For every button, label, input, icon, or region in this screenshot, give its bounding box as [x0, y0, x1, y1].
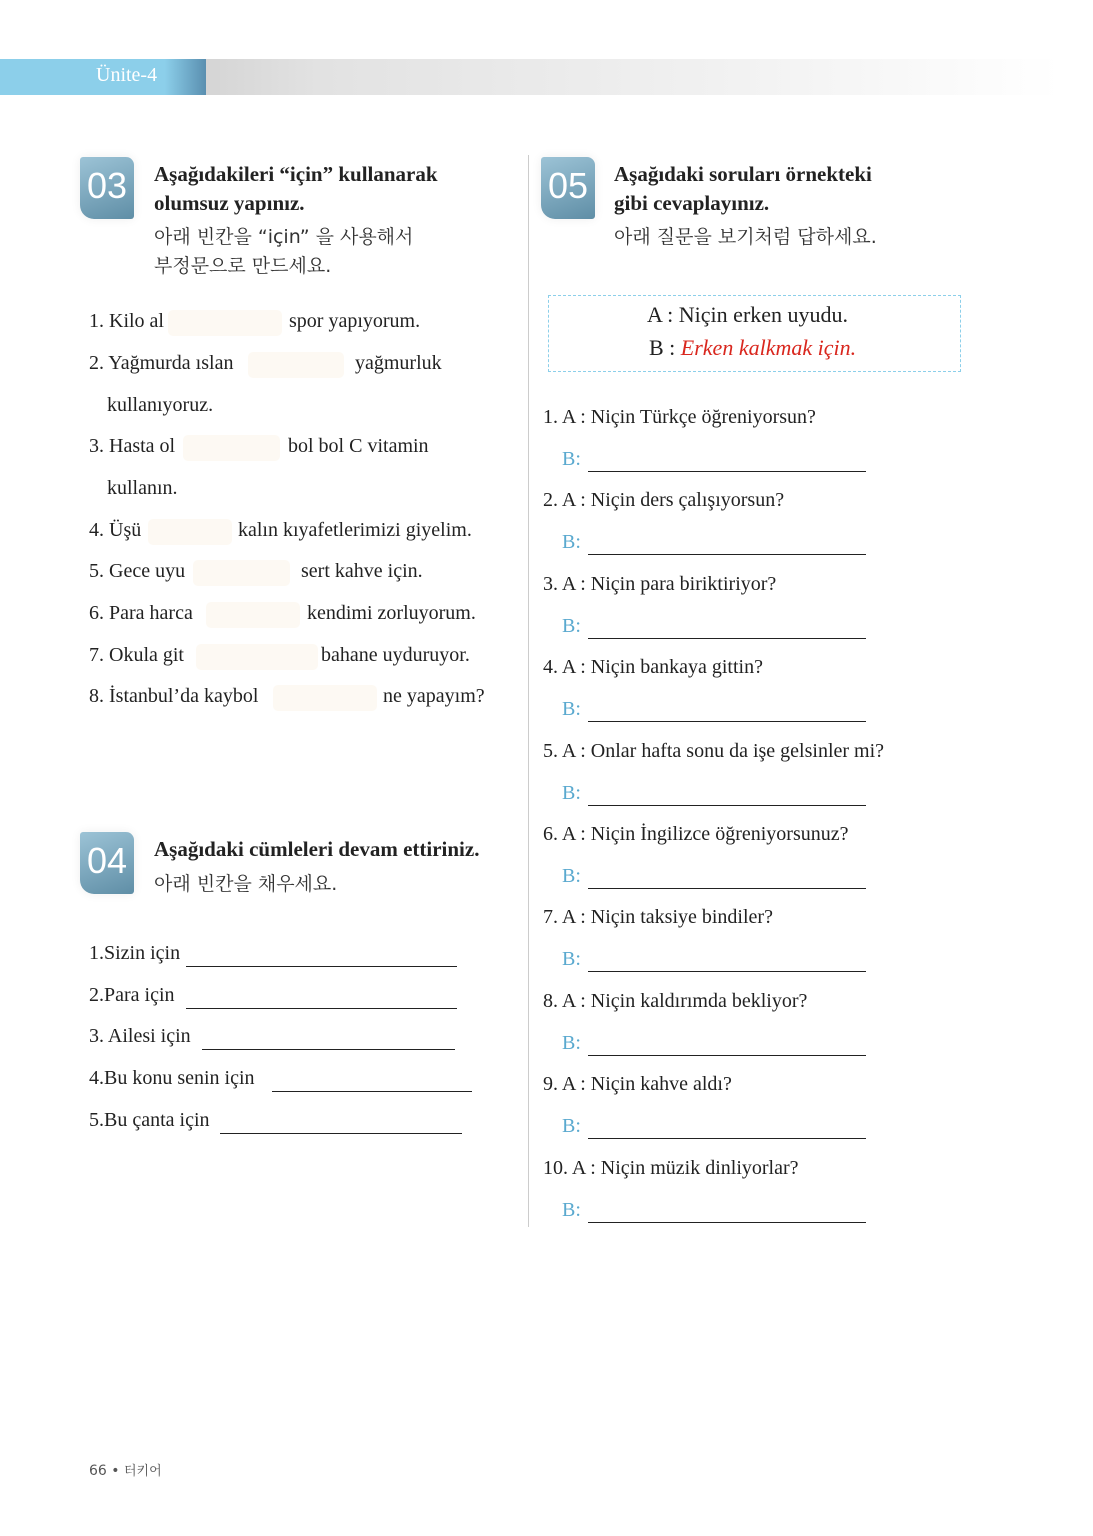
- exercise-title: olumsuz yapınız.: [154, 191, 305, 215]
- sentence-prompt: 1.Sizin için: [89, 942, 181, 964]
- question: 10. A : Niçin müzik dinliyorlar?: [543, 1156, 799, 1179]
- answer-blank[interactable]: [193, 560, 290, 586]
- item-continuation: kalın kıyafetlerimizi giyelim.: [238, 519, 472, 541]
- exercise-number-badge: 05: [541, 157, 595, 219]
- page-number: 66: [89, 1463, 107, 1479]
- speaker-b: B :: [649, 335, 676, 360]
- item-prompt: 7. Okula git: [89, 644, 184, 666]
- answer-line[interactable]: [186, 1008, 457, 1009]
- answer-line[interactable]: [588, 1222, 866, 1223]
- answer-label: B:: [562, 448, 581, 470]
- answer-blank[interactable]: [206, 602, 300, 628]
- question: 1. A : Niçin Türkçe öğreniyorsun?: [543, 406, 816, 428]
- exercise-number-badge: 04: [80, 832, 134, 894]
- answer-label: B:: [562, 1031, 581, 1054]
- item-continuation: yağmurluk: [355, 352, 442, 374]
- item-prompt: 2. Yağmurda ıslan: [89, 352, 234, 374]
- page-footer: [89, 1460, 162, 1479]
- question: 3. A : Niçin para biriktiriyor?: [543, 572, 777, 595]
- answer-blank[interactable]: [273, 685, 377, 711]
- book-title: 터키어: [124, 1464, 162, 1479]
- answer-blank[interactable]: [183, 435, 280, 461]
- exercise-number-badge: 03: [80, 157, 134, 219]
- question: 9. A : Niçin kahve aldı?: [543, 1073, 732, 1096]
- exercise-instruction-ko: 아래 빈칸을 “için” 을 사용해서: [154, 226, 414, 248]
- item-continuation: kullanın.: [107, 477, 178, 499]
- column-divider: [528, 155, 529, 1227]
- answer-line[interactable]: [220, 1133, 462, 1134]
- answer-line[interactable]: [588, 471, 866, 472]
- answer-line[interactable]: [272, 1091, 472, 1092]
- answer-line[interactable]: [588, 1138, 866, 1139]
- answer-blank[interactable]: [168, 310, 282, 336]
- item-prompt: 3. Hasta ol: [89, 435, 176, 457]
- answer-line[interactable]: [588, 721, 866, 722]
- question: 7. A : Niçin taksiye bindiler?: [543, 906, 773, 929]
- question: 4. A : Niçin bankaya gittin?: [543, 656, 763, 679]
- answer-label: B:: [562, 1198, 581, 1221]
- answer-label: B:: [562, 1115, 581, 1138]
- example-answer: [649, 335, 856, 361]
- sentence-prompt: 3. Ailesi için: [89, 1025, 191, 1047]
- sentence-prompt: 2.Para için: [89, 984, 175, 1006]
- item-continuation: sert kahve için.: [301, 560, 423, 582]
- item-continuation: ne yapayım?: [383, 685, 485, 707]
- answer-label: B:: [562, 531, 581, 554]
- bullet: •: [111, 1463, 120, 1479]
- answer-label: B:: [562, 948, 581, 971]
- exercise-instruction-ko: 아래 질문을 보기처럼 답하세요.: [614, 226, 877, 248]
- exercise-title: Aşağıdakileri “için” kullanarak: [154, 162, 438, 186]
- unit-label: Ünite-4: [96, 64, 158, 86]
- question: 8. A : Niçin kaldırımda bekliyor?: [543, 989, 808, 1012]
- exercise-title: Aşağıdaki soruları örnekteki: [614, 162, 872, 186]
- answer-line[interactable]: [588, 971, 866, 972]
- exercise-instruction-ko: 부정문으로 만드세요.: [154, 255, 332, 277]
- exercise-title: Aşağıdaki cümleleri devam ettiriniz.: [154, 837, 480, 861]
- answer-label: B:: [562, 781, 581, 804]
- answer-line[interactable]: [202, 1049, 455, 1050]
- answer-line[interactable]: [588, 1055, 866, 1056]
- sentence-prompt: 5.Bu çanta için: [89, 1109, 210, 1131]
- item-continuation: bahane uyduruyor.: [321, 644, 470, 666]
- item-continuation: kendimi zorluyorum.: [307, 602, 476, 624]
- question: 6. A : Niçin İngilizce öğreniyorsunuz?: [543, 823, 849, 845]
- item-prompt: 1. Kilo al: [89, 310, 164, 332]
- item-prompt: 8. İstanbul’da kaybol: [89, 685, 259, 707]
- answer-line[interactable]: [588, 638, 866, 639]
- item-prompt: 6. Para harca: [89, 602, 193, 624]
- exercise-instruction-ko: 아래 빈칸을 채우세요.: [154, 873, 338, 895]
- answer-line[interactable]: [588, 888, 866, 889]
- answer-line[interactable]: [588, 554, 866, 555]
- answer-label: B:: [562, 614, 581, 637]
- answer-blank[interactable]: [148, 519, 232, 545]
- item-continuation: bol bol C vitamin: [288, 435, 429, 457]
- example-question-text: Niçin erken uyudu.: [678, 302, 849, 327]
- exercise-title: gibi cevaplayınız.: [614, 191, 770, 215]
- answer-line[interactable]: [186, 966, 457, 967]
- sentence-prompt: 4.Bu konu senin için: [89, 1067, 255, 1089]
- item-continuation: kullanıyoruz.: [107, 394, 214, 416]
- item-prompt: 5. Gece uyu: [89, 560, 186, 582]
- example-answer-text: Erken kalkmak için.: [680, 335, 857, 360]
- answer-blank[interactable]: [196, 644, 318, 670]
- item-continuation: spor yapıyorum.: [289, 310, 421, 332]
- question: 5. A : Onlar hafta sonu da işe gelsinler mi?: [543, 739, 885, 762]
- answer-line[interactable]: [588, 805, 866, 806]
- example-question: [647, 302, 848, 328]
- answer-blank[interactable]: [248, 352, 344, 378]
- answer-label: B:: [562, 698, 581, 721]
- item-prompt: 4. Üşü: [89, 519, 142, 541]
- speaker-a: A :: [647, 302, 674, 327]
- answer-label: B:: [562, 865, 581, 887]
- question: 2. A : Niçin ders çalışıyorsun?: [543, 489, 785, 512]
